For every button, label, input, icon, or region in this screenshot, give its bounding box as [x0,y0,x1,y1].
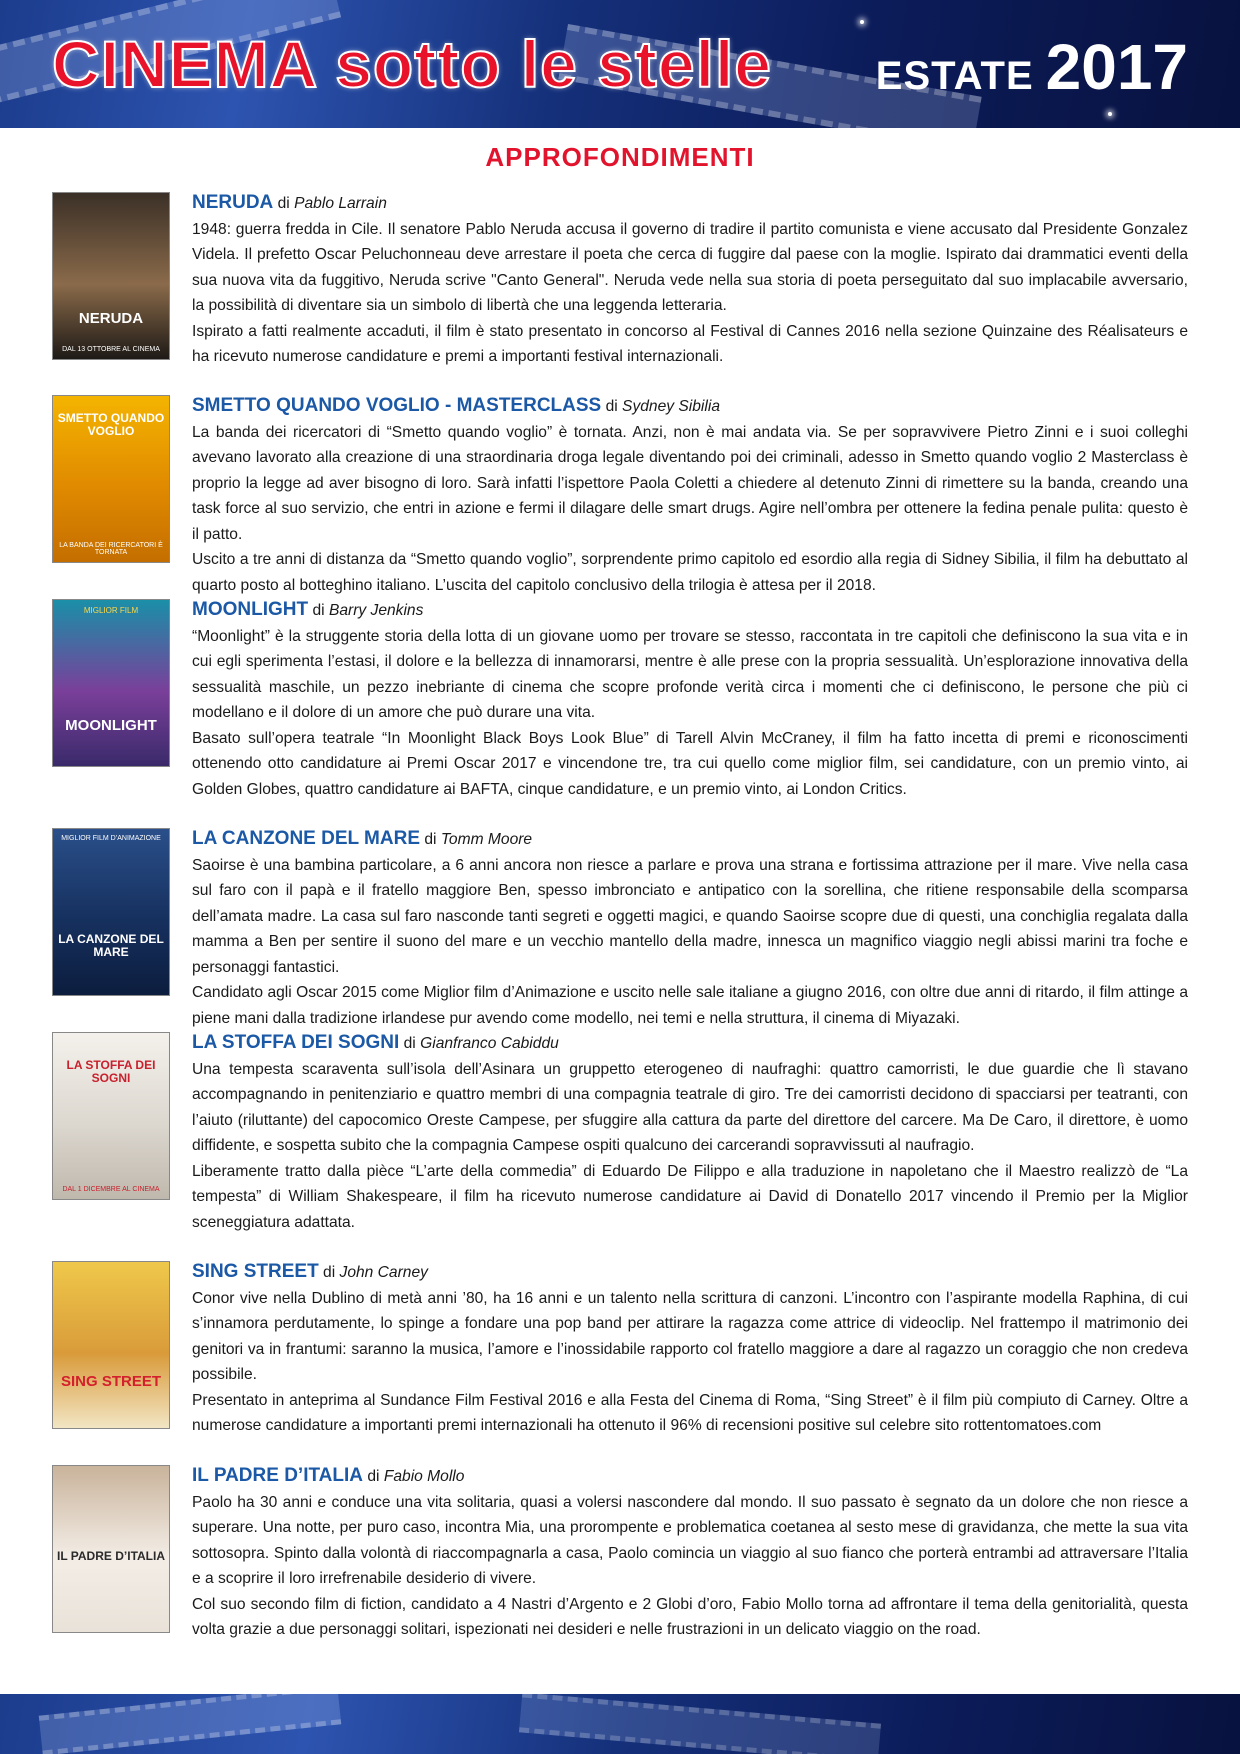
director-name: Barry Jenkins [328,602,424,619]
star-icon [860,20,864,24]
poster-image [52,1465,170,1633]
film-title: LA CANZONE DEL MARE [192,828,420,849]
notes-paragraph: Candidato agli Oscar 2015 come Miglior film d’Animazione e uscito nelle sale italiane a giugno 2016, con oltre due anni di ritardo, il film attinge a piene mani dalla tradizione irlandese pur avendo come modello, nei temi e nella struttura, il cinema di Miyazaki. [192,984,1188,1027]
season-label [876,30,1188,104]
notes-paragraph: Uscito a tre anni di distanza da “Smetto quando voglio”, sorprendente primo capitolo ed esordio alla regia di Sidney Sibilia, il film ha debuttato al quarto posto al botteghino italiano. L’uscita del capitolo conclusivo della trilogia è attesa per il 2018. [192,551,1188,594]
film-description [192,597,1188,802]
poster-title: SING STREET [60,1373,161,1390]
film-description [192,1463,1188,1643]
event-title: CINEMA sotto le stelle [52,27,772,101]
synopsis-paragraph: “Moonlight” è la struggente storia della lotta di un giovane uomo per trovare se stesso, raccontata in tre capitoli che definiscono la sua vita e in cui egli sperimenta l’estasi, il dolore e la bellezza di innamorarsi, mentre è alle prese con la propria sessualità. Un’esplorazione innovativa della sessualità maschile, un pezzo inebriante di cinema che scopre profonde verità circa i momenti che ci definiscono, le persone che più ci modellano e il dolore di un amore che può durare una vita. [192,627,1188,721]
poster-image [52,599,170,767]
notes-paragraph: Col suo secondo film di fiction, candidato a 4 Nastri d’Argento e 2 Globi d’oro, Fabio Mollo torna ad affrontare il tema della genitorialità, questa volta grazie a due personaggi solitari, ispezionati nei desideri e nelle frustrazioni in un delicato viaggio on the road. [192,1595,1188,1638]
by-label: di [605,398,618,415]
poster-caption: DAL 13 OTTOBRE AL CINEMA [62,346,160,353]
film-description [192,190,1188,370]
film-title: SMETTO QUANDO VOGLIO - MASTERCLASS [192,395,602,416]
poster-caption: MIGLIOR FILM D’ANIMAZIONE [61,835,161,842]
poster-caption: MIGLIOR FILM [83,606,139,615]
film-title: LA STOFFA DEI SOGNI [192,1032,400,1053]
director-name: John Carney [339,1264,428,1281]
star-icon [1108,112,1112,116]
poster-title: LA STOFFA DEI SOGNI [66,1058,156,1085]
poster-image [52,192,170,360]
poster-image [52,395,170,563]
synopsis-paragraph: Paolo ha 30 anni e conduce una vita solitaria, quasi a volersi nascondere dal mondo. Il suo passato è segnato da un dolore che non riesce a superare. Una notte, per puro caso, incontra Mia, una prorompente e problematica coetanea al sesto mese di gravidanza, che mette la sua vita sottosopra. Spinto dalla volontà di riaccompagnarla a casa, Paolo comincia un viaggio al suo fianco che porterà entrambi ad attraversare l’Italia e a scoprire il loro irrefrenabile desiderio di vivere. [192,1493,1188,1587]
by-label: di [367,1468,380,1485]
synopsis-paragraph: Conor vive nella Dublino di metà anni ’80, ha 16 anni e un talento nella scrittura di canzoni. L’incontro con l’aspirante modella Raphina, di cui s’innamora perdutamente, lo spinge a fondare una pop band per attirare la ragazza come attrice di videoclip. Nel frattempo il matrimonio dei genitori va in frantumi: saranno la musica, l’amore e l’inossidabile rapporto col fratello maggiore a dare al ragazzo un coraggio che non credeva possibile. [192,1289,1188,1383]
by-label: di [323,1264,336,1281]
poster-title: MOONLIGHT [65,717,157,734]
poster-image [52,1261,170,1429]
poster-image [52,1032,170,1200]
synopsis-paragraph: La banda dei ricercatori di “Smetto quando voglio” è tornata. Anzi, non è mai andata via. Se per sopravvivere Pietro Zinni e i suoi colleghi avevano lavorato alla creazione di una straordinaria droga legale diventando poi dei criminali, adesso in Smetto quando voglio 2 Masterclass è proprio la legge ad aver bisogno di loro. Sarà infatti l’ispettore Paola Coletti a chiedere al detenuto Zinni di rimettere su la banda, creando una task force al suo servizio, che entri in azione e fermi il dilagare delle smart drugs. Agire nell’ombra per ottenere la fedina penale pulita: questo è il patto. [192,423,1188,543]
notes-paragraph: Ispirato a fatti realmente accaduti, il film è stato presentato in concorso al Festival di Cannes 2016 nella sezione Quinzaine des Réalisateurs e ha ricevuto numerose candidature e premi a importanti festival internazionali. [192,322,1188,365]
director-name: Fabio Mollo [383,1468,465,1485]
poster-title: LA CANZONE DEL MARE [58,932,164,959]
poster-title: IL PADRE D’ITALIA [57,1549,165,1563]
section-title: APPROFONDIMENTI [485,142,755,172]
by-label: di [424,831,437,848]
film-title: IL PADRE D’ITALIA [192,1465,363,1486]
notes-paragraph: Liberamente tratto dalla pièce “L’arte della commedia” di Eduardo De Filippo e alla traduzione in napoletano che il Maestro realizzò de “La tempesta” di William Shakespeare, il film ha ricevuto numerose candidature ai David di Donatello 2017 vincendo il Premio per la Miglior sceneggiatura adattata. [192,1162,1188,1231]
synopsis-paragraph: Saoirse è una bambina particolare, a 6 anni ancora non riesce a parlare e prova una strana e fortissima attrazione per il mare. Vive nella casa sul faro con il papà e il fratello maggiore Ben, spesso imbronciato e antipatico con la sorellina, che ritiene responsabile della scomparsa dell’amata madre. La casa sul faro nasconde tanti segreti e oggetti magici, e quando Saoirse scopre due di questi, una conchiglia regalata dalla mamma a Ben per sentire il suono del mare e un vecchio mantello della madre, innesca un magnifico viaggio negli abissi marini tra foche e personaggi fantastici. [192,856,1188,976]
year-text: 2017 [1045,31,1188,103]
synopsis-paragraph: 1948: guerra fredda in Cile. Il senatore Pablo Neruda accusa il governo di tradire il partito comunista e viene accusato dal Presidente Gonzalez Videla. Il prefetto Oscar Peluchonneau deve arrestare il poeta che cerca di fuggire dal paese con la moglie. Ispirato dai drammatici eventi della sua nuova vita da fuggitivo, Neruda scrive "Canto General". Neruda vede nella sua storia di poeta perseguitato dal suo implacabile avversario, la possibilità di diventare sia un simbolo di libertà che una leggenda letteraria. [192,220,1188,314]
film-description [192,826,1188,1031]
film-strip-decoration [519,1694,881,1754]
film-title: SING STREET [192,1261,319,1282]
by-label: di [312,602,325,619]
notes-paragraph: Basato sull’opera teatrale “In Moonlight Black Boys Look Blue” di Tarell Alvin McCraney, il film ha fatto incetta di premi e riconoscimenti ottenendo otto candidature ai Premi Oscar 2017 e vincendone tre, tra cui quello come miglior film, sei candidature, con un premio vinto, ai Golden Globes, quattro candidature ai BAFTA, cinque candidature, e un premio vinto, ai London Critics. [192,729,1188,798]
poster-caption: DAL 1 DICEMBRE AL CINEMA [62,1186,160,1193]
film-title: MOONLIGHT [192,599,309,620]
director-name: Pablo Larrain [294,195,387,212]
poster-title: NERUDA [78,310,144,327]
by-label: di [403,1035,416,1052]
poster-caption: LA BANDA DEI RICERCATORI È TORNATA [59,542,163,556]
film-description [192,1030,1188,1235]
film-description [192,393,1188,598]
by-label: di [277,195,290,212]
poster-image [52,828,170,996]
header-banner [0,0,1240,128]
director-name: Gianfranco Cabiddu [420,1035,559,1052]
director-name: Sydney Sibilia [622,398,720,415]
poster-title: SMETTO QUANDO VOGLIO [57,411,165,438]
film-title: NERUDA [192,192,274,213]
film-description [192,1259,1188,1439]
film-strip-decoration [39,1694,342,1754]
season-text: ESTATE [875,54,1034,98]
synopsis-paragraph: Una tempesta scaraventa sull’isola dell’Asinara un gruppetto eterogeneo di naufraghi: quattro camorristi, le due guardie che lì stavano accompagnando in penitenziario e quattro membri di una compagnia teatrale di giro. Tre dei camorristi decidono di spacciarsi per teatranti, con l’aiuto (riluttante) del capocomico Oreste Campese, per sfuggire alla cattura da parte del direttore del carcere. Ma De Caro, il direttore, è uomo diffidente, e sospetta subito che la compagnia Campese ospiti qualcuno dei carcerandi sopravvissuti al naufragio. [192,1060,1188,1154]
director-name: Tomm Moore [440,831,533,848]
notes-paragraph: Presentato in anteprima al Sundance Film Festival 2016 e alla Festa del Cinema di Roma, “Sing Street” è il film più compiuto di Carney. Oltre a numerose candidature a importanti premi internazionali ha ottenuto il 96% di recensioni positive sul celebre sito rottentomatoes.com [192,1391,1188,1434]
footer-banner [0,1694,1240,1754]
